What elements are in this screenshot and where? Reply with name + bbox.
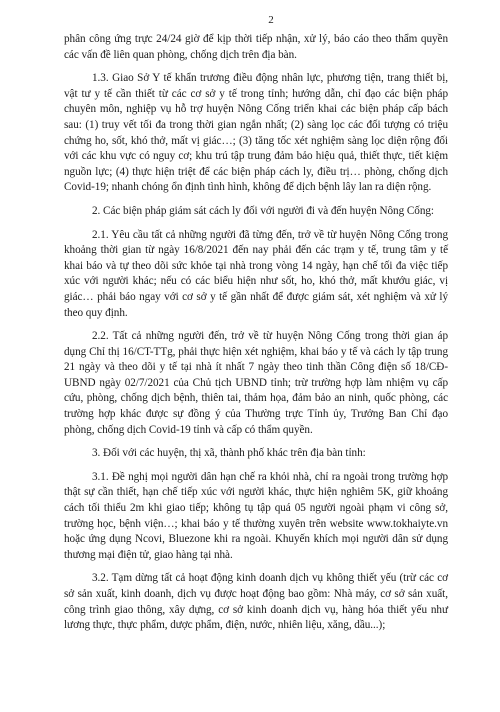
paragraph-1-3: 1.3. Giao Sở Y tế khẩn trương điều động nhân lực, phương tiện, trang thiết bị, vật tư y tế cần thiết từ các cơ sở y tế trong tỉnh; hướng dẫn, chỉ đạo các biện pháp chuyên môn, nghiệp vụ hỗ trợ huyện Nông Cống triển khai các biện pháp cấp bách sau: (1) truy vết tối đa trong thời gian ngắn nhất; (2) sàng lọc các đối tượng có triệu chứng ho, sốt, khó thở, mất vị giác…; (3) tăng tốc xét nghiệm sàng lọc diện rộng đối với các khu vực có nguy cơ; khu trú tập trung đảm bảo hiệu quả, thiết thực, tiết kiệm nguồn lực; (4) thực hiện triệt để các biện pháp cách ly, điều trị… phòng, chống dịch Covid-19; nhanh chóng ổn định tình hình, không để dịch bệnh lây lan ra diện rộng.: [64, 72, 448, 194]
paragraph-2-2: 2.2. Tất cả những người đến, trở về từ huyện Nông Cống trong thời gian áp dụng Chỉ thị 16/CT-TTg, phải thực hiện xét nghiệm, khai báo y tế và cách ly tập trung 21 ngày và theo dõi y tế tại nhà ít nhất 7 ngày theo tinh thần Công điện số 18/CĐ-UBND ngày 02/7/2021 của Chủ tịch UBND tỉnh; trừ trường hợp làm nhiệm vụ cấp cứu, phòng, chống dịch bệnh, thiên tai, thảm họa, đảm bảo an ninh, quốc phòng, các trường hợp khác được sự đồng ý của Thường trực Tỉnh ủy, Trưởng Ban Chỉ đạo phòng, chống dịch Covid-19 tỉnh và cấp có thẩm quyền.: [64, 330, 448, 436]
paragraph-continuation: phân công ứng trực 24/24 giờ để kịp thời tiếp nhận, xử lý, báo cáo theo thẩm quyền các vấn đề liên quan phòng, chống dịch trên địa bàn.: [64, 33, 448, 61]
paragraph-3-2: 3.2. Tạm dừng tất cả hoạt động kinh doanh dịch vụ không thiết yếu (trừ các cơ sở sản xuất, kinh doanh, dịch vụ được hoạt động bao gồm: Nhà máy, cơ sở sản xuất, công trình giao thông, xây dựng, cơ sở kinh doanh dịch vụ, hàng hóa thiết yếu như lương thực, thực phẩm, dược phẩm, điện, nước, nhiên liệu, xăng, dầu...);: [64, 572, 448, 632]
paragraph-3-1: 3.1. Đề nghị mọi người dân hạn chế ra khỏi nhà, chỉ ra ngoài trong trường hợp thật sự cần thiết, hạn chế tiếp xúc với người khác, thực hiện nghiêm 5K, giữ khoảng cách tối thiểu 2m khi giao tiếp; không tụ tập quá 05 người ngoài phạm vi công sở, trường học, bệnh viện…; khai báo y tế thường xuyên trên website www.tokhaiyte.vn hoặc ứng dụng Ncovi, Bluezone khi ra ngoài. Khuyến khích mọi người dân sử dụng thương mại điện tử, giao hàng tại nhà.: [64, 470, 448, 561]
page-number: 2: [268, 14, 274, 26]
paragraph-2-1: 2.1. Yêu cầu tất cả những người đã từng đến, trở về từ huyện Nông Cống trong khoảng thời gian từ ngày 16/8/2021 đến nay phải đến các trạm y tế, trung tâm y tế khai báo và tự theo dõi sức khỏe tại nhà trong vòng 14 ngày, hạn chế tối đa việc tiếp xúc với người khác; nếu có các biểu hiện như sốt, ho, khó thở, mất khướu giác, vị giác… phải báo ngay với cơ sở y tế gần nhất để được giám sát, xét nghiệm và xử lý theo quy định.: [64, 228, 448, 319]
section-2-heading: 2. Các biện pháp giám sát cách ly đối với người đi và đến huyện Nông Cống:: [92, 204, 434, 217]
section-3-heading: 3. Đối với các huyện, thị xã, thành phố khác trên địa bàn tỉnh:: [92, 447, 366, 460]
